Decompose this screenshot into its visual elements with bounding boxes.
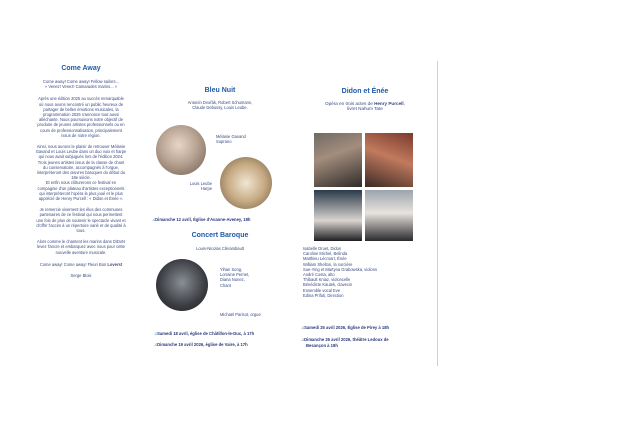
para-line: apprécié de Henry Purcell : « Didon et Énée ». [38, 196, 124, 202]
subtitle-bold: Henry Purcell [374, 101, 404, 106]
para-line: programmation 2026 s'annonce tout aussi [42, 112, 120, 118]
singer-role: Soprano [216, 139, 232, 145]
para-line: Je remercie vivement les élus des communes [39, 207, 123, 213]
composers-line: Claude Debussy, Louis Leube. [192, 105, 248, 111]
para-line: nouvelle aventure musicale. [55, 249, 107, 255]
singer-photo [156, 125, 206, 175]
singer-credit [216, 134, 246, 144]
date-text: Dimanche 19 avril 2026, église de Vaire, à 17h [157, 342, 248, 347]
music-note-icon: ♫ [301, 337, 305, 342]
program-sheet [2, 61, 438, 366]
col-bleu-nuit [152, 63, 288, 363]
para-line: Trois jeunes artistes issus de la classe de chant [37, 159, 125, 165]
didon-date-2 [301, 337, 433, 342]
signature: Serge Blois [70, 273, 92, 279]
baroque-date-2 [154, 342, 294, 347]
para-line: où nous avons rencontré un public heureux de [38, 101, 124, 107]
composer-2: Louis-Nicolas Clérambault [196, 246, 244, 251]
singer-line: Diana Nunez, [220, 277, 245, 283]
para-line: compagnie d'un plateau d'artistes exceptionnels [37, 185, 125, 191]
bleu-nuit-title: Bleu Nuit [204, 87, 236, 94]
para-line: d'offrir l'accès à un répertoire varié et de qualité à [36, 222, 126, 228]
harpist-photo [220, 157, 272, 209]
didon-date-1 [301, 325, 433, 330]
harpist-name: Louis Leube [189, 181, 212, 186]
baroque-date-1 [154, 331, 294, 336]
didon-title: Didon et Énée [341, 88, 389, 95]
harpist-credit [182, 181, 212, 191]
para-line: partenaires de ce festival qui nous permettent [39, 212, 123, 218]
para-line: Et enfin nous clôturerons ce festival en [45, 180, 117, 186]
cast-line: Isabelle Druet, Didon [303, 246, 342, 251]
para-4 [22, 239, 140, 255]
para-3 [22, 207, 140, 233]
date-text: Samedi 25 avril 2026, Église de Pirey à 18h [304, 325, 390, 330]
intro-line-1: Come away! Come away! Fellow sailors... [43, 79, 119, 84]
cast-line: Edina Prifuti, Direction [303, 292, 344, 298]
para-line: Après une édition 2025 au succès remarquable [38, 96, 124, 102]
singer-line: Chant [220, 282, 231, 288]
singers-credit [220, 267, 249, 288]
para-line: une fois de plus de soutenir le spectacle vivant et [36, 217, 126, 223]
come-away-title: Come Away [61, 65, 101, 72]
concert-baroque-title: Concert Baroque [191, 232, 249, 239]
closing-bold: Loverst [107, 261, 123, 267]
para-line: Ainsi, nous aurons le plaisir de retrouver Mélanie [36, 144, 126, 150]
para-2 [22, 144, 140, 201]
cast-line: Ensemble vocal Eve [303, 287, 341, 293]
para-line: cours de professionnalisation, principalement [40, 127, 122, 133]
col-come-away [22, 63, 140, 278]
bleu-nuit-date [152, 217, 292, 222]
ensemble-photo [156, 259, 208, 311]
date-text: Dimanche 26 avril 2026, théâtre Ledoux de [304, 337, 389, 342]
cast-line: Matthieu Lécroart, Énée [303, 256, 347, 262]
singer-line: Lorraine Pernet, [220, 272, 250, 278]
col-didon-et-enee [299, 63, 431, 363]
para-1 [22, 96, 140, 138]
cast-photo-4 [365, 190, 413, 241]
closing-text: Come away! Come away! Fleuri Bon [39, 261, 108, 267]
singer-name: Mélanie Gavand [216, 134, 246, 139]
cast-photo-2 [365, 133, 413, 187]
para-line: alléchante. Nous poursuivons notre objectif de [39, 117, 123, 123]
subtitle-post: , [403, 101, 405, 106]
para-line: issus de notre région. [61, 132, 101, 138]
harpist-role: Harpe [200, 186, 212, 192]
para-line: tous. [76, 228, 86, 234]
intro-line-2: « Venez! Venez! Camarades marins... » [44, 84, 118, 90]
cast-line: André Costa, alto [303, 272, 335, 278]
cast-line: Bénédicte Kautek, clavecin [303, 282, 353, 288]
didon-date-2-cont: Besançon à 18h [306, 343, 338, 348]
date-text: Samedi 18 avril, église de Châtillon-le-Duc, à 17h [157, 331, 255, 336]
date-text: Dimanche 12 avril, Église d'Avanne-Aveney, 18h [155, 217, 251, 222]
cast-list [303, 246, 377, 298]
para-line: Alors comme le chantent les marins dans DiDoN [36, 239, 126, 245]
cast-line: Thibault Kniaz, violoncelle [303, 277, 351, 283]
para-line: produire de jeunes artistes professionnels ou en [37, 122, 125, 128]
para-line: levez l'ancre et embarquez avec nous pour cette [37, 244, 125, 250]
music-note-icon: ♫ [152, 217, 156, 222]
didon-libretto: livret Nahum Tate [347, 106, 383, 112]
cast-line: William Shelton, la sorcière [303, 261, 353, 267]
para-line: partager de belles émotions musicales, la [43, 106, 119, 112]
cast-line: Sue-Ying et Martyna Grabowska, violons [303, 266, 378, 272]
music-note-icon: ♫ [154, 331, 158, 336]
sheet-edge [437, 61, 438, 366]
singer-line: Yihan Song, [220, 267, 243, 272]
para-line: du conservatoire, accompagnés à l'orgue, [43, 164, 119, 170]
cast-photo-1 [314, 133, 362, 187]
para-line: 18e siècle. [71, 175, 91, 181]
music-note-icon: ♫ [154, 342, 158, 347]
composers-line: Antonín Dvořák, Robert Schumann, [187, 100, 253, 105]
para-line: qui nous avait subjugués lors de l'édition 2024. [38, 154, 124, 160]
para-line: interpréteront des œuvres baroques du début du [36, 170, 126, 176]
para-line: qui interpréteront l'opéra le plus joué et le plus [39, 190, 123, 196]
para-line: Gavand et Louis Leube dans un duo voix et harpe [35, 149, 127, 155]
music-note-icon: ♫ [301, 325, 305, 330]
organist-credit: Michaël Parisot, orgue [220, 312, 261, 317]
cast-line: Caroline Michel, Belinda [303, 251, 348, 257]
subtitle-pre: Opéra en trois actes de [325, 101, 375, 106]
cast-photo-3 [314, 190, 362, 241]
